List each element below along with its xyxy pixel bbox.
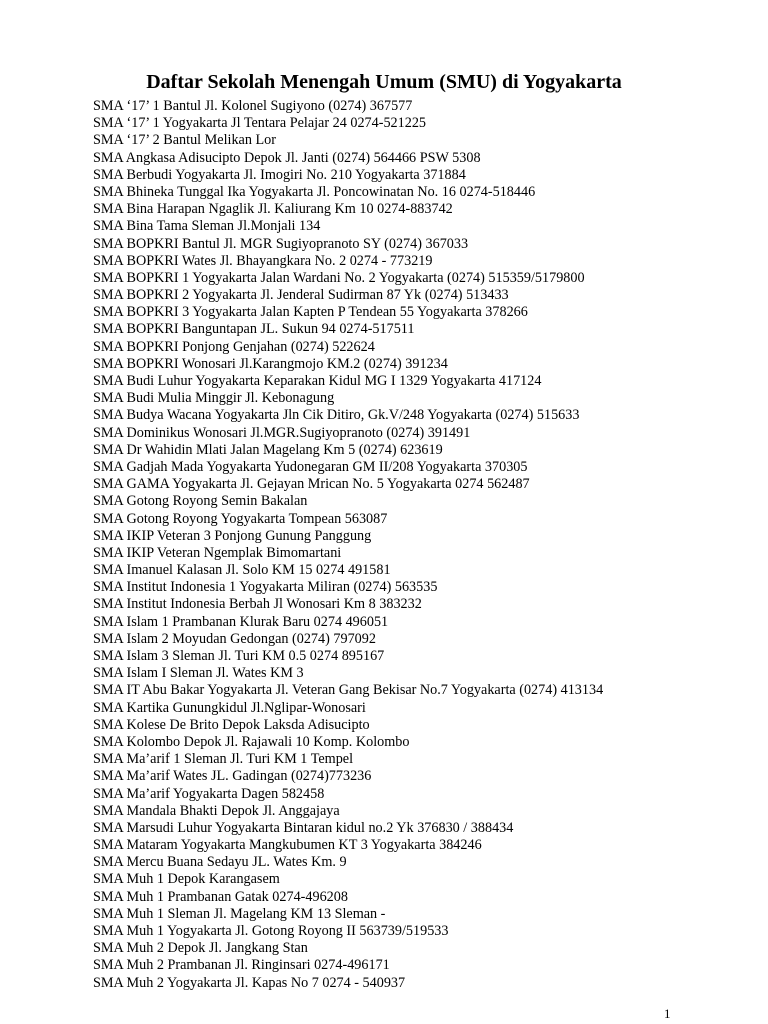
school-entry: SMA Kartika Gunungkidul Jl.Nglipar-Wonosari [93,699,366,716]
school-entry: SMA Budi Mulia Minggir Jl. Kebonagung [93,390,335,407]
school-entry: SMA BOPKRI Banguntapan JL. Sukun 94 0274-517511 [93,321,415,338]
school-entry: SMA BOPKRI 3 Yogyakarta Jalan Kapten P Tendean 55 Yogyakarta 378266 [93,304,528,321]
school-entry: SMA Bina Tama Sleman Jl.Monjali 134 [93,218,321,235]
school-entry: SMA Budi Luhur Yogyakarta Keparakan Kidul MG I 1329 Yogyakarta 417124 [93,373,542,389]
school-entry: SMA GAMA Yogyakarta Jl. Gejayan Mrican No. 5 Yogyakarta 0274 562487 [93,476,530,493]
school-entry: SMA Ma’arif Yogyakarta Dagen 582458 [93,785,325,802]
school-entry: SMA IT Abu Bakar Yogyakarta Jl. Veteran Gang Bekisar No.7 Yogyakarta (0274) 413134 [93,682,604,699]
school-entry: SMA Imanuel Kalasan Jl. Solo KM 15 0274 491581 [93,562,391,579]
school-entry: SMA ‘17’ 1 Yogyakarta Jl Tentara Pelajar 24 0274-521225 [93,115,427,132]
school-entry: SMA BOPKRI 2 Yogyakarta Jl. Jenderal Sudirman 87 Yk (0274) 513433 [93,287,509,304]
school-entry: SMA Institut Indonesia 1 Yogyakarta Miliran (0274) 563535 [93,579,438,596]
school-entry: SMA Mandala Bhakti Depok Jl. Anggajaya [93,802,340,819]
page-number: 1 [664,1006,671,1021]
school-entry: SMA Mataram Yogyakarta Mangkubumen KT 3 Yogyakarta 384246 [93,837,482,854]
school-entry: SMA IKIP Veteran Ngemplak Bimomartani [93,544,342,561]
school-entry: SMA IKIP Veteran 3 Ponjong Gunung Panggung [93,527,372,544]
school-list [93,98,713,992]
school-entry: SMA Gotong Royong Semin Bakalan [93,493,308,510]
school-entry: SMA Gotong Royong Yogyakarta Tompean 563087 [93,510,388,527]
school-entry: SMA Muh 2 Yogyakarta Jl. Kapas No 7 0274 - 540937 [93,974,406,991]
school-entry: SMA Bhineka Tunggal Ika Yogyakarta Jl. Poncowinatan No. 16 0274-518446 [93,183,536,200]
school-entry: SMA Muh 2 Prambanan Jl. Ringinsari 0274-496171 [93,957,390,974]
school-entry: SMA ‘17’ 1 Bantul Jl. Kolonel Sugiyono (0274) 367577 [93,98,413,114]
school-entry: SMA Angkasa Adisucipto Depok Jl. Janti (0274) 564466 PSW 5308 [93,149,481,166]
school-entry: SMA Islam 3 Sleman Jl. Turi KM 0.5 0274 895167 [93,648,385,664]
school-entry: SMA Gadjah Mada Yogyakarta Yudonegaran GM II/208 Yogyakarta 370305 [93,458,528,475]
school-entry: SMA BOPKRI Ponjong Genjahan (0274) 522624 [93,338,375,355]
school-entry: SMA Islam I Sleman Jl. Wates KM 3 [93,665,304,682]
school-entry: SMA Muh 1 Prambanan Gatak 0274-496208 [93,888,348,905]
school-entry: SMA Muh 1 Yogyakarta Jl. Gotong Royong II 563739/519533 [93,923,449,939]
school-entry: SMA Muh 2 Depok Jl. Jangkang Stan [93,940,308,957]
school-entry: SMA ‘17’ 2 Bantul Melikan Lor [93,132,276,149]
school-entry: SMA Kolombo Depok Jl. Rajawali 10 Komp. Kolombo [93,733,410,750]
school-entry: SMA BOPKRI Wonosari Jl.Karangmojo KM.2 (0274) 391234 [93,355,448,372]
school-entry: SMA Islam 2 Moyudan Gedongan (0274) 797092 [93,630,376,647]
school-entry: SMA Institut Indonesia Berbah Jl Wonosari Km 8 383232 [93,596,422,613]
school-entry: SMA BOPKRI Bantul Jl. MGR Sugiyopranoto SY (0274) 367033 [93,235,469,252]
school-entry: SMA Muh 1 Depok Karangasem [93,871,280,888]
school-entry: SMA Dominikus Wonosari Jl.MGR.Sugiyopranoto (0274) 391491 [93,424,471,441]
school-entry: SMA Muh 1 Sleman Jl. Magelang KM 13 Sleman - [93,905,386,922]
school-entry: SMA Islam 1 Prambanan Klurak Baru 0274 496051 [93,613,389,630]
school-entry: SMA Berbudi Yogyakarta Jl. Imogiri No. 210 Yogyakarta 371884 [93,166,466,183]
school-entry: SMA Marsudi Luhur Yogyakarta Bintaran kidul no.2 Yk 376830 / 388434 [93,819,514,836]
document-title: Daftar Sekolah Menengah Umum (SMU) di Yogyakarta [146,71,622,93]
school-entry: SMA BOPKRI Wates Jl. Bhayangkara No. 2 0274 - 773219 [93,252,433,269]
school-entry: SMA Ma’arif Wates JL. Gadingan (0274)773236 [93,768,372,785]
school-entry: SMA Mercu Buana Sedayu JL. Wates Km. 9 [93,854,347,871]
school-entry: SMA Kolese De Brito Depok Laksda Adisucipto [93,716,370,733]
school-entry: SMA Dr Wahidin Mlati Jalan Magelang Km 5 (0274) 623619 [93,441,443,458]
school-entry: SMA Ma’arif 1 Sleman Jl. Turi KM 1 Tempel [93,751,354,768]
school-entry: SMA Bina Harapan Ngaglik Jl. Kaliurang Km 10 0274-883742 [93,201,453,218]
school-entry: SMA BOPKRI 1 Yogyakarta Jalan Wardani No. 2 Yogyakarta (0274) 515359/5179800 [93,269,585,286]
school-entry: SMA Budya Wacana Yogyakarta Jln Cik Ditiro, Gk.V/248 Yogyakarta (0274) 515633 [93,407,580,424]
